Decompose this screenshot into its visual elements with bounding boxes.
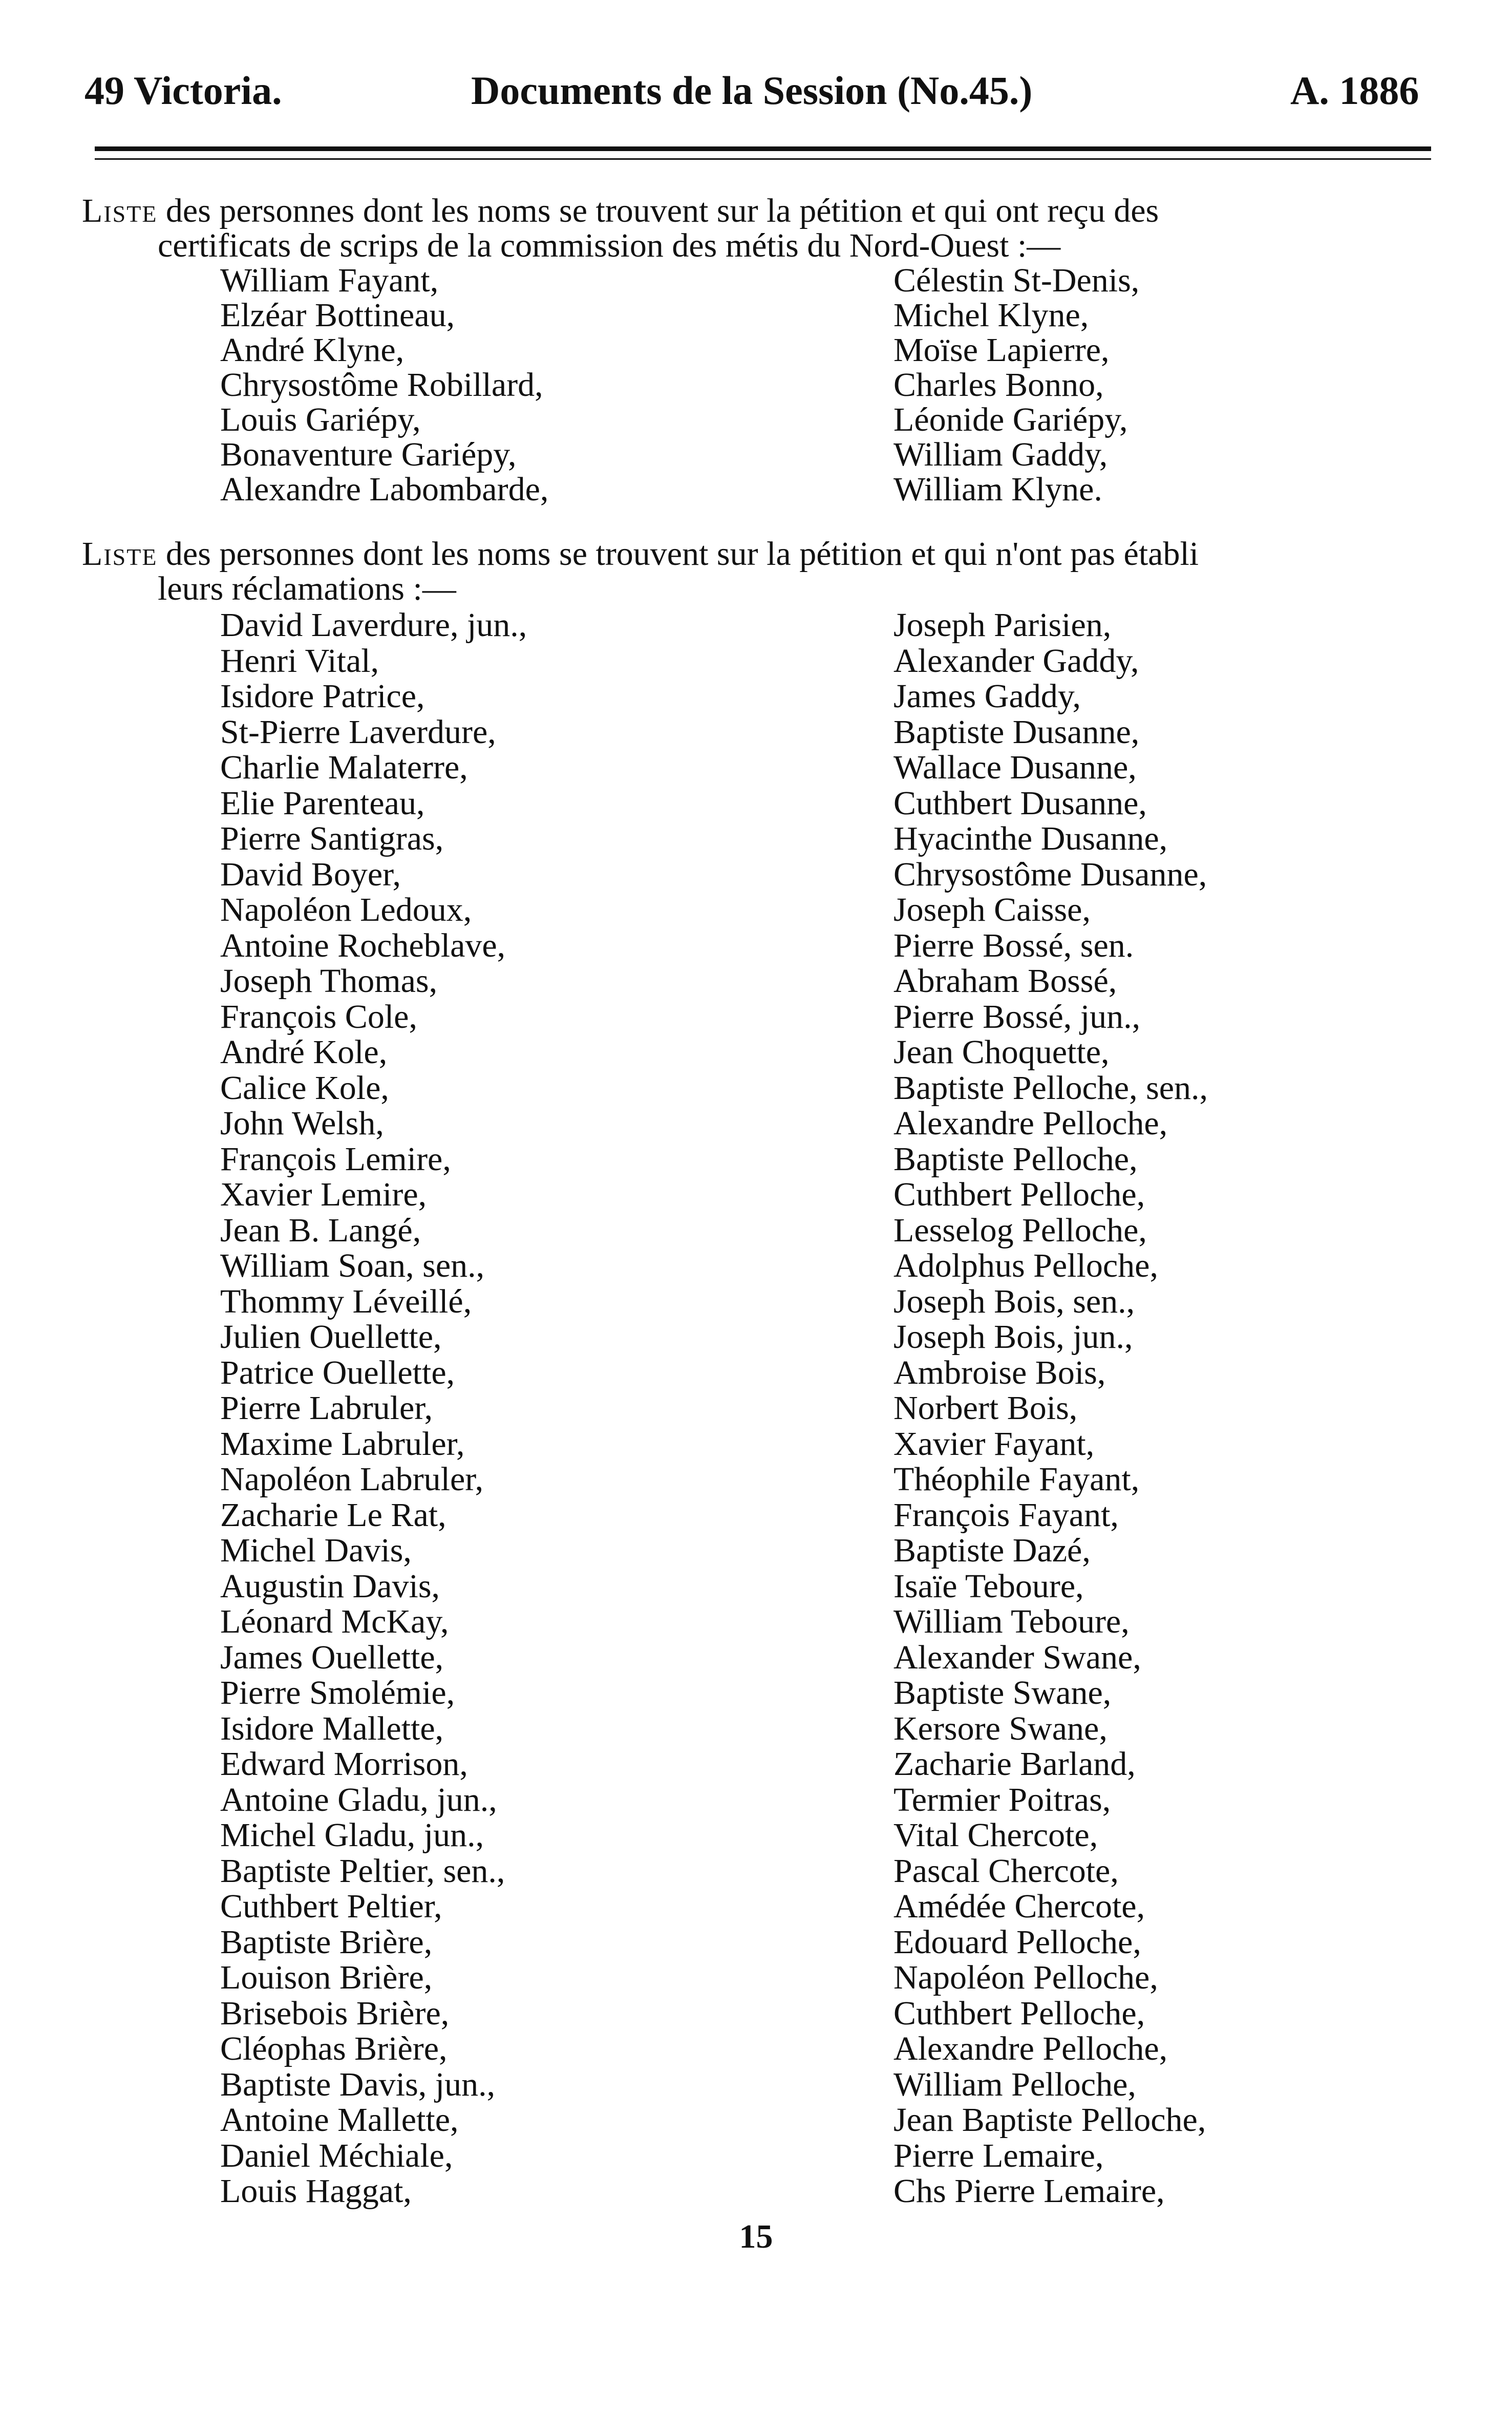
name-entry: Xavier Fayant, xyxy=(893,1425,1095,1463)
name-entry: James Gaddy, xyxy=(893,678,1081,715)
name-entry: Henri Vital, xyxy=(220,642,379,680)
name-entry: Thommy Léveillé, xyxy=(220,1282,472,1320)
name-entry: Cuthbert Pelloche, xyxy=(893,1994,1145,2032)
name-column-left xyxy=(220,263,548,507)
intro-text: des personnes dont les noms se trouvent sur la pétition et qui ont reçu des xyxy=(157,192,1159,229)
name-entry: Alexander Gaddy, xyxy=(893,642,1139,680)
name-entry: Charlie Malaterre, xyxy=(220,749,468,786)
name-entry: Cuthbert Peltier, xyxy=(220,1888,442,1925)
name-entry: Patrice Ouellette, xyxy=(220,1353,455,1391)
name-entry: William Pelloche, xyxy=(893,2065,1136,2103)
intro-line-2: certificats de scrips de la commission des métis du Nord-Ouest :— xyxy=(158,227,1061,264)
name-entry: André Kole, xyxy=(220,1033,388,1071)
name-entry: Joseph Thomas, xyxy=(220,962,438,1000)
name-entry: Pierre Lemaire, xyxy=(893,2137,1104,2174)
name-entry: Julien Ouellette, xyxy=(220,1318,442,1356)
name-entry: Joseph Bois, jun., xyxy=(893,1318,1133,1356)
name-entry: Jean Baptiste Pelloche, xyxy=(893,2101,1206,2139)
name-entry: Amédée Chercote, xyxy=(893,1888,1145,1925)
name-entry: Chrysostôme Robillard, xyxy=(220,366,543,404)
name-entry: Hyacinthe Dusanne, xyxy=(893,820,1168,857)
name-entry: Antoine Rocheblave, xyxy=(220,926,506,964)
name-entry: Cuthbert Pelloche, xyxy=(893,1176,1145,1213)
intro-line-1 xyxy=(82,537,1434,572)
name-column-right xyxy=(893,263,1139,507)
name-entry: Baptiste Peltier, sen., xyxy=(220,1852,505,1890)
name-entry: Cléophas Brière, xyxy=(220,2030,448,2067)
name-entry: Baptiste Dazé, xyxy=(893,1532,1091,1569)
name-entry: Daniel Méchiale, xyxy=(220,2137,453,2174)
name-entry: Isidore Patrice, xyxy=(220,678,425,715)
name-entry: Célestin St-Denis, xyxy=(893,262,1140,299)
name-entry: Edward Morrison, xyxy=(220,1745,468,1783)
name-entry: Elie Parenteau, xyxy=(220,784,425,822)
name-entry: Jean B. Langé, xyxy=(220,1211,421,1249)
name-entry: Isaïe Teboure, xyxy=(893,1567,1084,1605)
name-entry: Antoine Gladu, jun., xyxy=(220,1781,497,1818)
name-entry: Jean Choquette, xyxy=(893,1033,1110,1071)
name-entry: Lesselog Pelloche, xyxy=(893,1211,1147,1249)
name-entry: Pierre Santigras, xyxy=(220,820,444,857)
name-entry: Abraham Bossé, xyxy=(893,962,1117,1000)
name-entry: Baptiste Dusanne, xyxy=(893,713,1140,751)
name-entry: Termier Poitras, xyxy=(893,1781,1111,1818)
intro-line-2: leurs réclamations :— xyxy=(158,570,456,607)
name-entry: Napoléon Labruler, xyxy=(220,1461,484,1498)
name-entry: Michel Davis, xyxy=(220,1532,412,1569)
name-entry: William Teboure, xyxy=(893,1603,1130,1640)
page-number: 15 xyxy=(739,2218,773,2255)
section-lead-word: Liste xyxy=(82,192,158,229)
name-entry: Léonide Gariépy, xyxy=(893,401,1128,438)
name-entry: Kersore Swane, xyxy=(893,1709,1108,1747)
name-entry: Alexandre Pelloche, xyxy=(893,1105,1168,1142)
name-entry: Michel Gladu, jun., xyxy=(220,1816,484,1854)
name-entry: Pascal Chercote, xyxy=(893,1852,1119,1890)
intro-line-1 xyxy=(82,194,1434,228)
name-entry: Elzéar Bottineau, xyxy=(220,297,455,334)
name-entry: Louis Gariépy, xyxy=(220,401,421,438)
name-column-left xyxy=(220,607,527,2209)
name-entry: Chrysostôme Dusanne, xyxy=(893,855,1207,893)
name-entry: Joseph Parisien, xyxy=(893,606,1112,644)
section-intro xyxy=(82,194,1434,263)
name-entry: David Boyer, xyxy=(220,855,401,893)
name-entry: Vital Chercote, xyxy=(893,1816,1098,1854)
intro-text: des personnes dont les noms se trouvent sur la pétition et qui n'ont pas établi xyxy=(157,535,1199,573)
name-entry: Alexandre Labombarde, xyxy=(220,471,549,508)
name-entry: David Laverdure, jun., xyxy=(220,606,527,644)
name-entry: Chs Pierre Lemaire, xyxy=(893,2172,1165,2210)
name-entry: André Klyne, xyxy=(220,331,404,369)
name-entry: St-Pierre Laverdure, xyxy=(220,713,496,751)
name-entry: John Welsh, xyxy=(220,1105,384,1142)
name-entry: Pierre Bossé, jun., xyxy=(893,998,1141,1035)
name-entry: Cuthbert Dusanne, xyxy=(893,784,1147,822)
section-intro xyxy=(82,537,1434,606)
header-rule-thick xyxy=(95,146,1431,151)
header-rule-thin xyxy=(95,158,1431,160)
name-entry: William Soan, sen., xyxy=(220,1247,485,1284)
name-entry: Baptiste Davis, jun., xyxy=(220,2065,496,2103)
name-entry: Calice Kole, xyxy=(220,1069,389,1107)
name-entry: Léonard McKay, xyxy=(220,1603,449,1640)
name-entry: William Fayant, xyxy=(220,262,439,299)
name-entry: Louison Brière, xyxy=(220,1959,433,1996)
name-entry: William Gaddy, xyxy=(893,436,1108,473)
name-entry: James Ouellette, xyxy=(220,1638,444,1676)
name-entry: Napoléon Pelloche, xyxy=(893,1959,1158,1996)
name-entry: Ambroise Bois, xyxy=(893,1353,1106,1391)
name-entry: Isidore Mallette, xyxy=(220,1709,444,1747)
name-entry: Charles Bonno, xyxy=(893,366,1104,404)
name-entry: Michel Klyne, xyxy=(893,297,1089,334)
name-entry: Edouard Pelloche, xyxy=(893,1923,1141,1961)
name-entry: Baptiste Pelloche, xyxy=(893,1140,1138,1178)
name-entry: Adolphus Pelloche, xyxy=(893,1247,1158,1284)
section-lead-word: Liste xyxy=(82,535,158,573)
name-entry: François Cole, xyxy=(220,998,417,1035)
name-entry: Zacharie Barland, xyxy=(893,1745,1136,1783)
name-entry: Antoine Mallette, xyxy=(220,2101,459,2139)
name-entry: Pierre Labruler, xyxy=(220,1389,433,1427)
name-entry: Pierre Bossé, sen. xyxy=(893,926,1134,964)
name-entry: William Klyne. xyxy=(893,471,1102,508)
name-entry: Théophile Fayant, xyxy=(893,1461,1140,1498)
header-year: A. 1886 xyxy=(1290,68,1419,113)
name-entry: Joseph Caisse, xyxy=(893,891,1091,928)
running-header xyxy=(0,68,1512,129)
name-column-right xyxy=(893,607,1208,2209)
name-entry: Alexandre Pelloche, xyxy=(893,2030,1168,2067)
name-entry: François Fayant, xyxy=(893,1496,1119,1534)
name-entry: Moïse Lapierre, xyxy=(893,331,1110,369)
name-entry: Augustin Davis, xyxy=(220,1567,440,1605)
name-entry: Zacharie Le Rat, xyxy=(220,1496,446,1534)
name-entry: Baptiste Pelloche, sen., xyxy=(893,1069,1208,1107)
name-entry: Wallace Dusanne, xyxy=(893,749,1137,786)
name-entry: Baptiste Swane, xyxy=(893,1674,1112,1711)
name-entry: Brisebois Brière, xyxy=(220,1994,450,2032)
name-entry: Napoléon Ledoux, xyxy=(220,891,472,928)
name-entry: Norbert Bois, xyxy=(893,1389,1078,1427)
name-entry: Joseph Bois, sen., xyxy=(893,1282,1135,1320)
name-entry: Baptiste Brière, xyxy=(220,1923,433,1961)
name-entry: Maxime Labruler, xyxy=(220,1425,465,1463)
name-entry: Louis Haggat, xyxy=(220,2172,412,2210)
name-entry: Alexander Swane, xyxy=(893,1638,1141,1676)
name-entry: François Lemire, xyxy=(220,1140,451,1178)
name-entry: Bonaventure Gariépy, xyxy=(220,436,517,473)
name-entry: Pierre Smolémie, xyxy=(220,1674,455,1711)
header-session-year: 49 Victoria. xyxy=(84,68,282,113)
header-document-title: Documents de la Session (No.45.) xyxy=(471,68,1033,113)
name-entry: Xavier Lemire, xyxy=(220,1176,427,1213)
